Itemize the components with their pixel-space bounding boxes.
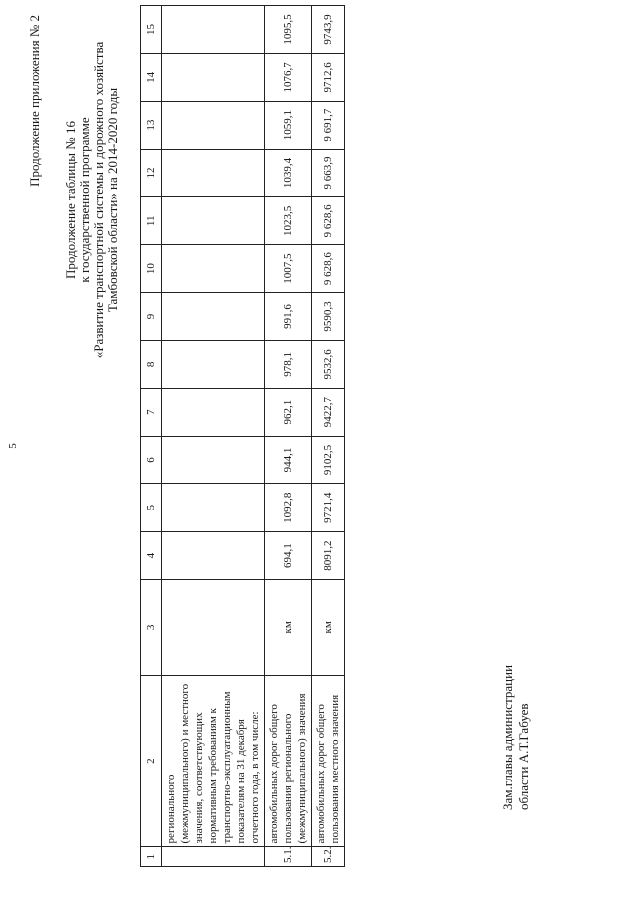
value-cell: 1039,4: [265, 149, 312, 197]
value-cell: [162, 101, 265, 149]
value-cell: [162, 197, 265, 245]
value-cell: [162, 293, 265, 341]
value-cell: 9712,6: [312, 53, 345, 101]
header-program-title: «Развитие транспортной системы и дорожного хозяйства: [91, 41, 106, 359]
column-number-cell: 2: [141, 675, 162, 847]
table-row: [265, 6, 312, 867]
column-number-cell: 13: [141, 101, 162, 149]
document-header: [28, 15, 120, 535]
value-cell: 9721,4: [312, 484, 345, 532]
value-cell: 1095,5: [265, 6, 312, 54]
header-table-continuation: Продолжение таблицы № 16: [63, 121, 78, 279]
value-cell: [162, 532, 265, 580]
column-number-cell: 12: [141, 149, 162, 197]
unit-cell: [162, 580, 265, 676]
value-cell: [162, 53, 265, 101]
column-number-cell: 11: [141, 197, 162, 245]
value-cell: 9 628,6: [312, 197, 345, 245]
value-cell: 1092,8: [265, 484, 312, 532]
signature-position: Зам.главы администрации: [500, 664, 515, 810]
value-cell: 9 691,7: [312, 101, 345, 149]
value-cell: 694,1: [265, 532, 312, 580]
value-cell: [162, 245, 265, 293]
value-cell: [162, 149, 265, 197]
table-row: [162, 6, 265, 867]
indicator-name-cell: автомобильных дорог общего пользования местного значения: [312, 675, 345, 847]
column-number-cell: 15: [141, 6, 162, 54]
indicator-name-cell: регионального (межмуниципального) и местного значения, соответствующих нормативным требованиям к транспортно-эксплуатационным показателям на 31 декабря отчетного года, в том числе:: [162, 675, 265, 847]
value-cell: 944,1: [265, 436, 312, 484]
row-number-cell: 5.2.: [312, 847, 345, 867]
page-number: 5: [6, 443, 19, 449]
value-cell: 9532,6: [312, 340, 345, 388]
value-cell: [162, 388, 265, 436]
column-number-cell: 5: [141, 484, 162, 532]
header-program-years: Тамбовской области» на 2014-2020 годы: [105, 87, 120, 313]
value-cell: 9590,3: [312, 293, 345, 341]
value-cell: [162, 340, 265, 388]
value-cell: 962,1: [265, 388, 312, 436]
column-number-cell: 7: [141, 388, 162, 436]
table-row: [312, 6, 345, 867]
unit-cell: км: [312, 580, 345, 676]
value-cell: 1076,7: [265, 53, 312, 101]
signature-name: области А.Т.Габуев: [516, 703, 531, 810]
header-program-ref: к государственной программе: [77, 117, 92, 283]
column-number-cell: 9: [141, 293, 162, 341]
value-cell: 9 663,9: [312, 149, 345, 197]
value-cell: 1007,5: [265, 245, 312, 293]
value-cell: [162, 6, 265, 54]
header-continuation: Продолжение приложения № 2: [27, 15, 42, 187]
value-cell: 9422,7: [312, 388, 345, 436]
unit-cell: км: [265, 580, 312, 676]
value-cell: [162, 484, 265, 532]
value-cell: 9743,9: [312, 6, 345, 54]
value-cell: 8091,2: [312, 532, 345, 580]
column-number-cell: 3: [141, 580, 162, 676]
value-cell: 978,1: [265, 340, 312, 388]
column-number-cell: 10: [141, 245, 162, 293]
column-number-cell: 14: [141, 53, 162, 101]
value-cell: 9102,5: [312, 436, 345, 484]
row-number-cell: [162, 847, 265, 867]
column-number-cell: 8: [141, 340, 162, 388]
value-cell: 9 628,6: [312, 245, 345, 293]
row-number-cell: 5.1.: [265, 847, 312, 867]
column-number-cell: 4: [141, 532, 162, 580]
value-cell: 991,6: [265, 293, 312, 341]
value-cell: 1059,1: [265, 101, 312, 149]
value-cell: 1023,5: [265, 197, 312, 245]
signature-block: [500, 665, 532, 810]
value-cell: [162, 436, 265, 484]
column-number-cell: 6: [141, 436, 162, 484]
data-table: [140, 5, 345, 867]
column-number-cell: 1: [141, 847, 162, 867]
indicator-name-cell: автомобильных дорог общего пользования регионального (межмуниципального) значения: [265, 675, 312, 847]
column-number-row: [141, 6, 162, 867]
